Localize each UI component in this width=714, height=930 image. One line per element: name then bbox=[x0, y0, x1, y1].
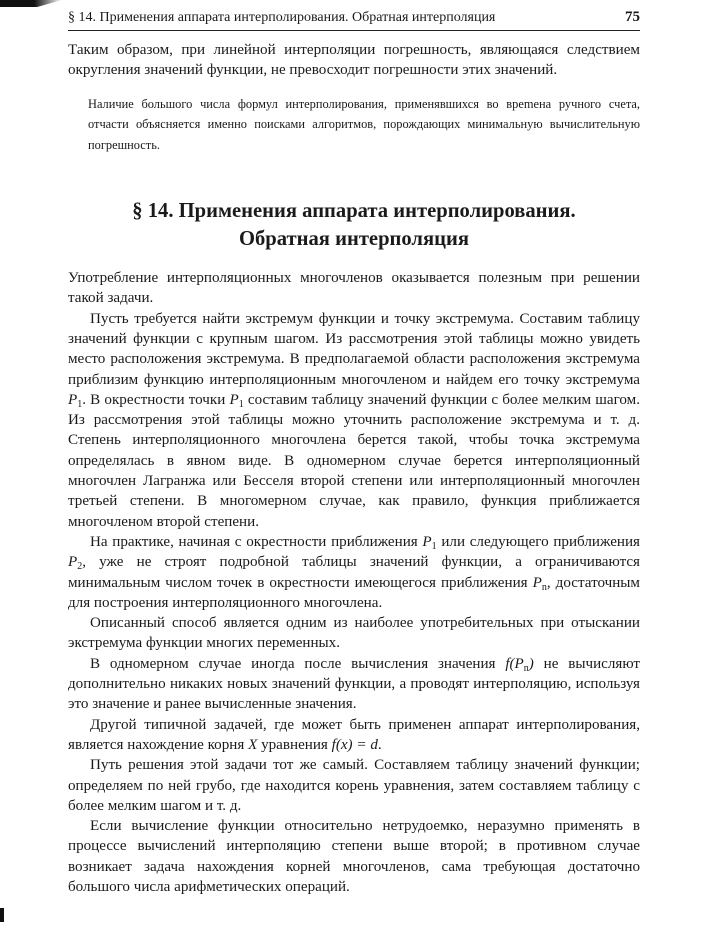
paragraph-6-part-c: . bbox=[377, 736, 382, 753]
paragraph-2 bbox=[68, 309, 640, 532]
paragraph-5 bbox=[68, 654, 640, 715]
paragraph-2-part-c: составим таблицу значений функции с более мелким шагом. Из рассмотрения этой таблицы можно уточнить расположение экстремума и т. д. Степень интерполяционного многочлена берется такой, чтобы точка экстремума определялась в явном виде. В одномерном случае берется интерполяционный многочлен Лагранжа или Бесселя второй степени или интерполяционный многочлен третьей степени. В многомерном случае, как правило, функция приближается многочленом второй степени. bbox=[68, 391, 640, 530]
running-head-title: § 14. Применения аппарата интерполирования. Обратная интерполяция bbox=[68, 10, 496, 25]
math-subscript: 1 bbox=[238, 398, 244, 410]
scan-edge-mark bbox=[0, 0, 62, 7]
math-p1 bbox=[422, 534, 436, 550]
paragraph-5-part-b: не вычисляют дополнительно никаких новых значений функции, а проводят интерполяцию, используя это значение и ранее вычисленные значения. bbox=[68, 655, 640, 713]
math-f-of-pn bbox=[505, 656, 533, 672]
math-symbol: P bbox=[229, 391, 239, 408]
paragraph-4: Описанный способ является одним из наиболее употребительных при отыскании экстремума функции многих переменных. bbox=[68, 615, 640, 652]
math-symbol: P bbox=[532, 574, 542, 591]
running-head bbox=[68, 8, 640, 31]
math-subscript: n bbox=[541, 581, 547, 593]
paragraph-2-part-a: Пусть требуется найти экстремум функции и точку экстремума. Составим таблицу значений функции с крупным шагом. Из рассмотрения этой таблицы можно увидеть место расположения экстремума. В предполагаемой области расположения экстремума приблизим функцию интерполяционным многочленом и найдем его точку экстремума bbox=[68, 310, 640, 388]
paragraph-3-part-d: , достаточным для построения интерполяционного многочлена. bbox=[68, 574, 640, 611]
paragraph-6 bbox=[68, 715, 640, 756]
paragraph-3-part-b: или следующего приближения bbox=[436, 533, 640, 550]
section-heading bbox=[68, 197, 640, 253]
paragraph-7: Путь решения этой задачи тот же самый. Составляем таблицу значений функции; определяем по ней грубо, где находится корень уравнения, затем составляем таблицу с более мелким шагом и т. д. bbox=[68, 757, 640, 814]
math-subscript: 1 bbox=[77, 398, 83, 410]
page-number: 75 bbox=[625, 9, 640, 25]
math-subscript: 1 bbox=[431, 540, 437, 552]
paragraph-3 bbox=[68, 532, 640, 613]
paragraph-1: Употребление интерполяционных многочленов оказывается полезным при решении такой задачи. bbox=[68, 270, 640, 307]
math-close-paren: ) bbox=[528, 655, 534, 672]
math-subscript: n bbox=[523, 662, 529, 674]
intro-paragraph: Таким образом, при линейной интерполяции погрешность, являющаяся следствием округления значений функции, не превосходит погрешности этих значений. bbox=[68, 42, 640, 79]
math-symbol: P bbox=[68, 554, 78, 571]
math-symbol: P bbox=[422, 533, 432, 550]
paragraph-6-part-b: уравнения bbox=[257, 736, 332, 753]
paragraph-2-part-b: . В окрестности точки bbox=[82, 391, 230, 408]
math-x: X bbox=[248, 736, 258, 753]
math-p1 bbox=[229, 392, 243, 408]
page-content bbox=[68, 40, 640, 897]
paragraph-3-part-a: На практике, начиная с окрестности приближения bbox=[90, 533, 423, 550]
paragraph-6-part-a: Другой типичной задачей, где может быть применен аппарат интерполирования, является нахождение корня bbox=[68, 716, 640, 753]
section-heading-line-1: § 14. Применения аппарата интерполирования. bbox=[132, 200, 576, 223]
small-print-note: Наличие большого числа формул интерполирования, применявшихся во вреmена ручного счета, отчасти объясняется именно поисками алгоритмов, порождающих минимальную вычислительную погрешность. bbox=[88, 96, 640, 152]
math-p1 bbox=[68, 392, 82, 408]
paragraph-3-part-c: , уже не строят подробной таблицы значений функции, а ограничиваются минимальным числом точек в окрестности имеющегося приближения bbox=[68, 554, 640, 591]
math-symbol: P bbox=[68, 391, 78, 408]
paragraph-5-part-a: В одномерном случае иногда после вычисления значения bbox=[90, 655, 506, 672]
math-p2 bbox=[68, 554, 83, 573]
math-function: f(P bbox=[505, 655, 524, 672]
math-equation: f(x) = d bbox=[331, 736, 378, 753]
scan-edge-mark-left bbox=[0, 908, 4, 922]
section-heading-line-2: Обратная интерполяция bbox=[238, 228, 469, 251]
paragraph-8: Если вычисление функции относительно нетрудоемко, неразумно применять в процессе вычислений интерполяцию степени выше второй; в противном случае возникает задача нахождения корней многочленов, сама требующая достаточно большого числа арифметических операций. bbox=[68, 818, 640, 895]
math-subscript: 2 bbox=[77, 561, 83, 573]
math-pn bbox=[533, 575, 547, 591]
